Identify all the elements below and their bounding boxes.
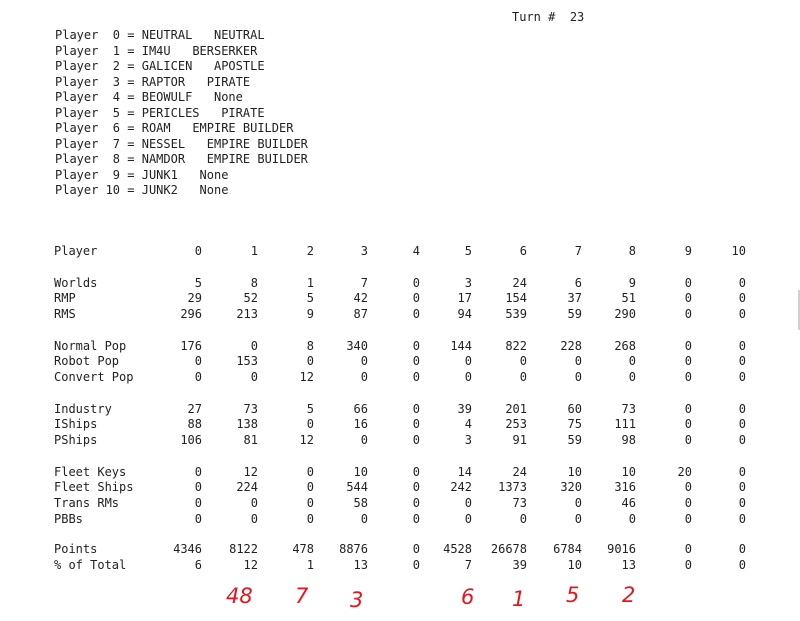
player-roster-row	[55, 28, 308, 44]
table-header-row	[0, 244, 800, 260]
table-cell: 87	[353, 307, 368, 321]
table-cell: 0	[306, 496, 314, 510]
table-row	[0, 417, 800, 433]
table-cell: 0	[306, 354, 314, 368]
row-label: IShips	[54, 417, 98, 431]
table-cell: 1	[306, 276, 314, 290]
table-cell: 253	[505, 417, 527, 431]
table-cell: 0	[738, 417, 746, 431]
table-cell: 0	[412, 558, 420, 572]
player-slot-label: Player 8 =	[55, 152, 135, 166]
player-slot-label: Player 3 =	[55, 74, 135, 89]
row-label: % of Total	[54, 558, 127, 572]
table-cell: 6	[519, 244, 527, 258]
table-cell: 0	[684, 307, 692, 321]
table-cell: 0	[360, 370, 368, 384]
table-cell: 6784	[553, 542, 582, 556]
table-row	[0, 307, 800, 323]
player-type: EMPIRE BUILDER	[192, 121, 294, 135]
table-row	[0, 370, 800, 386]
player-slot-label: Player 9 =	[55, 167, 135, 182]
table-cell: 91	[512, 433, 527, 447]
table-cell: 0	[412, 370, 420, 384]
table-cell: 0	[412, 276, 420, 290]
table-cell: 268	[614, 339, 636, 353]
table-cell: 81	[243, 433, 258, 447]
player-name: NESSEL	[141, 136, 186, 151]
table-cell: 12	[299, 433, 314, 447]
table-cell: 154	[505, 291, 527, 305]
table-cell: 8	[306, 339, 314, 353]
player-type: None	[199, 167, 229, 182]
player-slot-label: Player 1 =	[55, 43, 135, 58]
table-cell: 9	[306, 307, 314, 321]
player-type: None	[199, 183, 229, 197]
table-cell: 0	[194, 480, 202, 494]
player-type: APOSTLE	[213, 59, 265, 73]
table-cell: 0	[574, 370, 582, 384]
table-cell: 0	[738, 339, 746, 353]
table-cell: 2	[306, 244, 314, 258]
table-row	[0, 291, 800, 307]
table-cell: 1	[250, 244, 258, 258]
table-cell: 39	[457, 402, 472, 416]
table-cell: 0	[306, 512, 314, 526]
table-cell: 59	[567, 307, 582, 321]
table-cell: 4528	[443, 542, 472, 556]
table-cell: 7	[574, 244, 582, 258]
table-cell: 0	[628, 370, 636, 384]
table-cell: 17	[457, 291, 472, 305]
player-name: NEUTRAL	[141, 28, 193, 42]
table-cell: 9	[684, 244, 692, 258]
handwritten-rank: 3	[350, 588, 364, 612]
table-row	[0, 512, 800, 528]
table-cell: 46	[621, 496, 636, 510]
table-cell: 0	[684, 370, 692, 384]
table-cell: 10	[621, 465, 636, 479]
table-cell: 0	[412, 542, 420, 556]
player-roster-row	[55, 44, 308, 60]
table-cell: 0	[738, 307, 746, 321]
table-cell: 73	[243, 402, 258, 416]
table-cell: 0	[684, 339, 692, 353]
handwritten-rank: 7	[295, 584, 309, 608]
turn-indicator	[512, 10, 584, 24]
row-label: Fleet Keys	[54, 465, 127, 479]
row-label: RMP	[54, 291, 76, 305]
table-cell: 8	[250, 276, 258, 290]
player-roster-row	[55, 75, 308, 91]
table-cell: 0	[412, 417, 420, 431]
table-cell: 0	[250, 496, 258, 510]
table-cell: 0	[250, 339, 258, 353]
table-row	[0, 465, 800, 481]
player-roster-row	[55, 90, 308, 106]
player-name: RAPTOR	[141, 74, 186, 89]
table-cell: 201	[505, 402, 527, 416]
table-cell: 6	[574, 276, 582, 290]
player-name: GALICEN	[141, 59, 193, 73]
table-cell: 176	[180, 339, 202, 353]
table-row	[0, 354, 800, 370]
player-type: None	[213, 90, 243, 104]
table-cell: 29	[187, 291, 202, 305]
table-cell: 0	[684, 496, 692, 510]
player-slot-label: Player 6 =	[55, 121, 135, 135]
table-cell: 340	[346, 339, 368, 353]
table-cell: 4	[412, 244, 420, 258]
player-name: IM4U	[141, 43, 171, 58]
table-cell: 5	[194, 276, 202, 290]
table-cell: 12	[243, 558, 258, 572]
player-type: EMPIRE BUILDER	[206, 136, 308, 151]
player-name: ROAM	[141, 121, 171, 135]
table-cell: 0	[738, 480, 746, 494]
table-cell: 51	[621, 291, 636, 305]
table-cell: 20	[677, 465, 692, 479]
handwritten-rank: 6	[461, 585, 475, 609]
table-cell: 16	[353, 417, 368, 431]
table-cell: 0	[684, 542, 692, 556]
table-cell: 0	[306, 480, 314, 494]
table-cell: 8122	[229, 542, 258, 556]
table-row	[0, 558, 800, 574]
player-roster-row	[55, 183, 308, 199]
row-label: Fleet Ships	[54, 480, 134, 494]
table-cell: 12	[299, 370, 314, 384]
table-cell: 7	[464, 558, 472, 572]
table-cell: 0	[684, 433, 692, 447]
table-cell: 5	[306, 402, 314, 416]
handwritten-rank: 5	[566, 583, 580, 607]
table-cell: 0	[738, 354, 746, 368]
table-cell: 0	[194, 496, 202, 510]
player-roster-row	[55, 121, 308, 137]
table-cell: 0	[738, 276, 746, 290]
table-cell: 24	[512, 276, 527, 290]
table-cell: 213	[236, 307, 258, 321]
table-cell: 544	[346, 480, 368, 494]
table-cell: 0	[738, 496, 746, 510]
table-cell: 0	[306, 417, 314, 431]
table-cell: 5	[306, 291, 314, 305]
table-cell: 0	[412, 512, 420, 526]
player-roster-row	[55, 106, 308, 122]
table-cell: 14	[457, 465, 472, 479]
table-cell: 0	[194, 512, 202, 526]
table-cell: 0	[194, 465, 202, 479]
table-cell: 0	[360, 512, 368, 526]
table-cell: 0	[684, 402, 692, 416]
table-cell: 73	[621, 402, 636, 416]
table-cell: 0	[684, 558, 692, 572]
table-cell: 290	[614, 307, 636, 321]
table-cell: 539	[505, 307, 527, 321]
table-cell: 3	[464, 433, 472, 447]
row-label: Player	[54, 244, 98, 258]
table-cell: 242	[450, 480, 472, 494]
player-type: BERSERKER	[192, 43, 258, 58]
table-cell: 0	[194, 354, 202, 368]
player-type: NEUTRAL	[213, 28, 265, 42]
table-cell: 0	[194, 370, 202, 384]
table-cell: 0	[412, 307, 420, 321]
table-cell: 0	[519, 370, 527, 384]
table-cell: 0	[628, 512, 636, 526]
table-cell: 98	[621, 433, 636, 447]
handwritten-rank: 2	[622, 583, 636, 607]
table-cell: 0	[360, 354, 368, 368]
table-cell: 10	[353, 465, 368, 479]
table-cell: 0	[306, 465, 314, 479]
table-cell: 0	[738, 558, 746, 572]
table-cell: 0	[684, 417, 692, 431]
table-cell: 59	[567, 433, 582, 447]
table-cell: 138	[236, 417, 258, 431]
table-row	[0, 433, 800, 449]
table-cell: 0	[412, 465, 420, 479]
table-cell: 52	[243, 291, 258, 305]
table-row	[0, 276, 800, 292]
table-cell: 0	[360, 433, 368, 447]
player-slot-label: Player 2 =	[55, 59, 135, 73]
row-label: Industry	[54, 402, 112, 416]
row-label: RMS	[54, 307, 76, 321]
table-cell: 75	[567, 417, 582, 431]
player-name: NAMDOR	[141, 152, 186, 166]
table-cell: 0	[250, 370, 258, 384]
table-cell: 320	[560, 480, 582, 494]
table-cell: 88	[187, 417, 202, 431]
table-cell: 10	[567, 558, 582, 572]
table-cell: 37	[567, 291, 582, 305]
row-label: PBBs	[54, 512, 83, 526]
table-cell: 8876	[339, 542, 368, 556]
row-label: Points	[54, 542, 98, 556]
table-cell: 0	[194, 244, 202, 258]
player-name: JUNK2	[141, 183, 178, 197]
table-cell: 224	[236, 480, 258, 494]
table-cell: 0	[412, 291, 420, 305]
player-slot-label: Player 4 =	[55, 90, 135, 104]
table-cell: 0	[738, 291, 746, 305]
table-cell: 3	[360, 244, 368, 258]
player-slot-label: Player 0 =	[55, 28, 135, 42]
table-cell: 6	[194, 558, 202, 572]
table-cell: 0	[464, 370, 472, 384]
table-cell: 1	[306, 558, 314, 572]
table-cell: 0	[412, 339, 420, 353]
table-cell: 153	[236, 354, 258, 368]
table-row	[0, 480, 800, 496]
table-cell: 0	[738, 370, 746, 384]
table-cell: 4346	[173, 542, 202, 556]
table-cell: 0	[574, 512, 582, 526]
table-row	[0, 542, 800, 558]
row-label: Worlds	[54, 276, 98, 290]
table-cell: 0	[412, 354, 420, 368]
table-cell: 1373	[498, 480, 527, 494]
table-cell: 8	[628, 244, 636, 258]
table-cell: 478	[292, 542, 314, 556]
row-label: PShips	[54, 433, 98, 447]
table-cell: 296	[180, 307, 202, 321]
table-cell: 0	[738, 433, 746, 447]
table-cell: 0	[738, 402, 746, 416]
table-cell: 0	[464, 354, 472, 368]
table-cell: 0	[412, 402, 420, 416]
table-cell: 10	[731, 244, 746, 258]
table-cell: 10	[567, 465, 582, 479]
player-slot-label: Player 7 =	[55, 136, 135, 151]
table-cell: 13	[353, 558, 368, 572]
table-cell: 24	[512, 465, 527, 479]
table-cell: 0	[684, 512, 692, 526]
player-name: BEOWULF	[141, 90, 193, 104]
row-label: Robot Pop	[54, 354, 120, 368]
table-cell: 0	[412, 496, 420, 510]
table-cell: 316	[614, 480, 636, 494]
row-label: Convert Pop	[54, 370, 134, 384]
table-cell: 822	[505, 339, 527, 353]
table-row	[0, 402, 800, 418]
player-slot-label: Player 5 =	[55, 105, 135, 120]
player-type: EMPIRE BUILDER	[206, 152, 308, 166]
table-cell: 3	[464, 276, 472, 290]
table-cell: 4	[464, 417, 472, 431]
table-cell: 0	[464, 512, 472, 526]
table-cell: 39	[512, 558, 527, 572]
player-roster-row	[55, 59, 308, 75]
table-cell: 9016	[607, 542, 636, 556]
table-cell: 7	[360, 276, 368, 290]
table-cell: 0	[250, 512, 258, 526]
table-cell: 5	[464, 244, 472, 258]
table-cell: 27	[187, 402, 202, 416]
row-label: Trans RMs	[54, 496, 120, 510]
table-cell: 0	[519, 512, 527, 526]
table-cell: 0	[464, 496, 472, 510]
player-roster	[55, 28, 308, 199]
table-cell: 0	[684, 354, 692, 368]
player-type: PIRATE	[206, 74, 251, 89]
table-cell: 0	[574, 354, 582, 368]
table-cell: 60	[567, 402, 582, 416]
table-row	[0, 339, 800, 355]
table-cell: 0	[684, 480, 692, 494]
player-roster-row	[55, 137, 308, 153]
table-cell: 144	[450, 339, 472, 353]
table-cell: 26678	[490, 542, 527, 556]
handwritten-rank: 48	[226, 584, 253, 608]
player-type: PIRATE	[221, 105, 265, 120]
table-cell: 66	[353, 402, 368, 416]
table-cell: 73	[512, 496, 527, 510]
player-roster-row	[55, 152, 308, 168]
turn-label: Turn #	[512, 10, 556, 24]
table-cell: 42	[353, 291, 368, 305]
player-name: PERICLES	[141, 105, 200, 120]
table-cell: 0	[738, 542, 746, 556]
table-cell: 0	[684, 291, 692, 305]
table-cell: 111	[614, 417, 636, 431]
row-label: Normal Pop	[54, 339, 127, 353]
table-cell: 0	[684, 276, 692, 290]
table-cell: 0	[628, 354, 636, 368]
table-cell: 0	[412, 433, 420, 447]
table-row	[0, 496, 800, 512]
table-cell: 12	[243, 465, 258, 479]
table-cell: 0	[412, 480, 420, 494]
handwritten-rank: 1	[512, 587, 526, 611]
handwritten-ranks	[0, 584, 800, 614]
table-cell: 94	[457, 307, 472, 321]
table-cell: 9	[628, 276, 636, 290]
player-roster-row	[55, 168, 308, 184]
table-cell: 58	[353, 496, 368, 510]
table-cell: 106	[180, 433, 202, 447]
table-cell: 0	[519, 354, 527, 368]
table-cell: 228	[560, 339, 582, 353]
table-cell: 0	[738, 465, 746, 479]
player-name: JUNK1	[141, 167, 178, 182]
table-cell: 0	[738, 512, 746, 526]
player-slot-label: Player 10 =	[55, 183, 135, 197]
turn-number: 23	[569, 10, 585, 24]
table-cell: 0	[574, 496, 582, 510]
table-cell: 13	[621, 558, 636, 572]
